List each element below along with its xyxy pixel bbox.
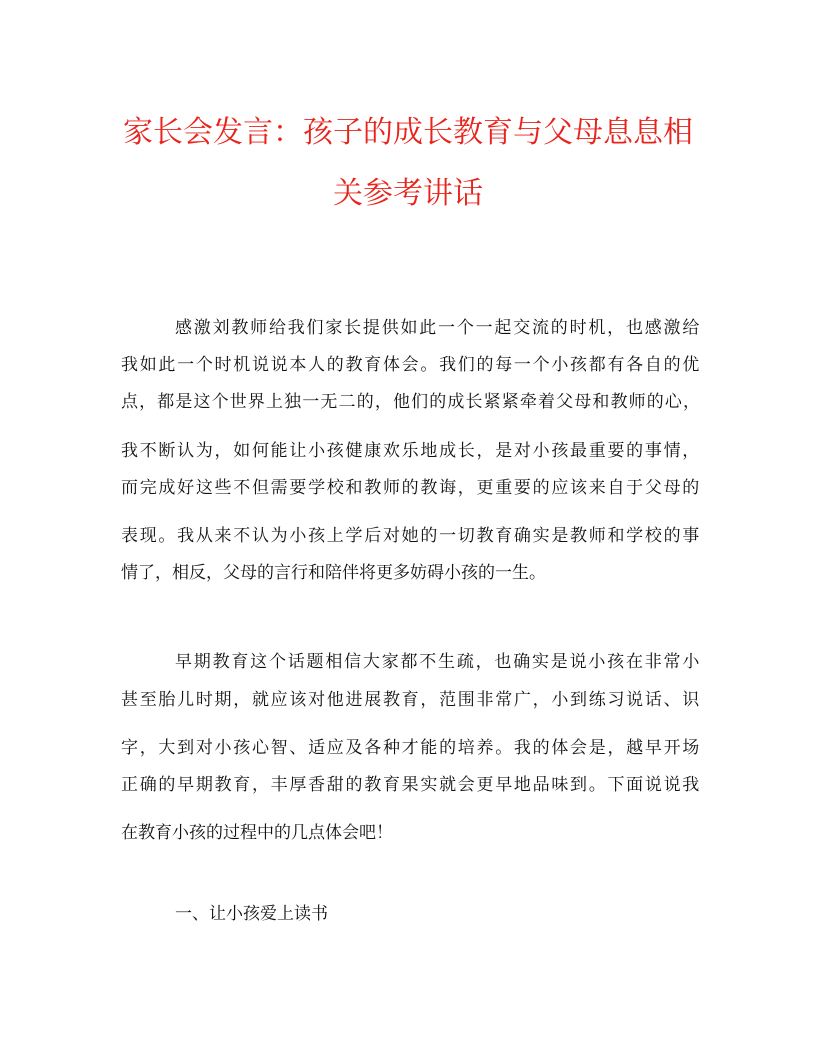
paragraph-1-line-2: 我如此一个时机说说本人的教育体会。我们的每一个小孩都有各自的优 [121, 355, 702, 375]
paragraph-1-line-4: 我不断认为，如何能让小孩健康欢乐地成长，是对小孩最重要的事情， [121, 441, 702, 461]
paragraph-1-line-7: 情了，相反，父母的言行和陪伴将更多妨碍小孩的一生。 [121, 563, 546, 583]
paragraph-1-line-1: 感激刘教师给我们家长提供如此一个一起交流的时机，也感激给 [175, 318, 702, 338]
paragraph-2-line-2: 甚至胎儿时期，就应该对他进展教育，范围非常广，小到练习说话、识 [121, 690, 702, 710]
document-title-line-2: 关参考讲话 [333, 176, 483, 211]
section-heading-text: 一、让小孩爱上读书 [175, 904, 328, 924]
paragraph-2-line-3: 字，大到对小孩心智、适应及各种才能的培养。我的体会是，越早开场 [121, 738, 702, 758]
paragraph-2-line-4: 正确的早期教育，丰厚香甜的教育果实就会更早地品味到。下面说说我 [121, 775, 702, 795]
document-title-line-1: 家长会发言：孩子的成长教育与父母息息相 [123, 115, 693, 150]
paragraph-1-line-3: 点，都是这个世界上独一无二的，他们的成长紧紧牵着父母和教师的心， [121, 392, 702, 412]
paragraph-2-line-5: 在教育小孩的过程中的几点体会吧！ [121, 823, 393, 843]
paragraph-2-line-1: 早期教育这个话题相信大家都不生疏，也确实是说小孩在非常小 [175, 652, 702, 672]
paragraph-1-line-5: 而完成好这些不但需要学校和教师的教诲，更重要的应该来自于父母的 [121, 478, 702, 498]
paragraph-1-line-6: 表现。我从来不认为小孩上学后对她的一切教育确实是教师和学校的事 [121, 526, 702, 546]
